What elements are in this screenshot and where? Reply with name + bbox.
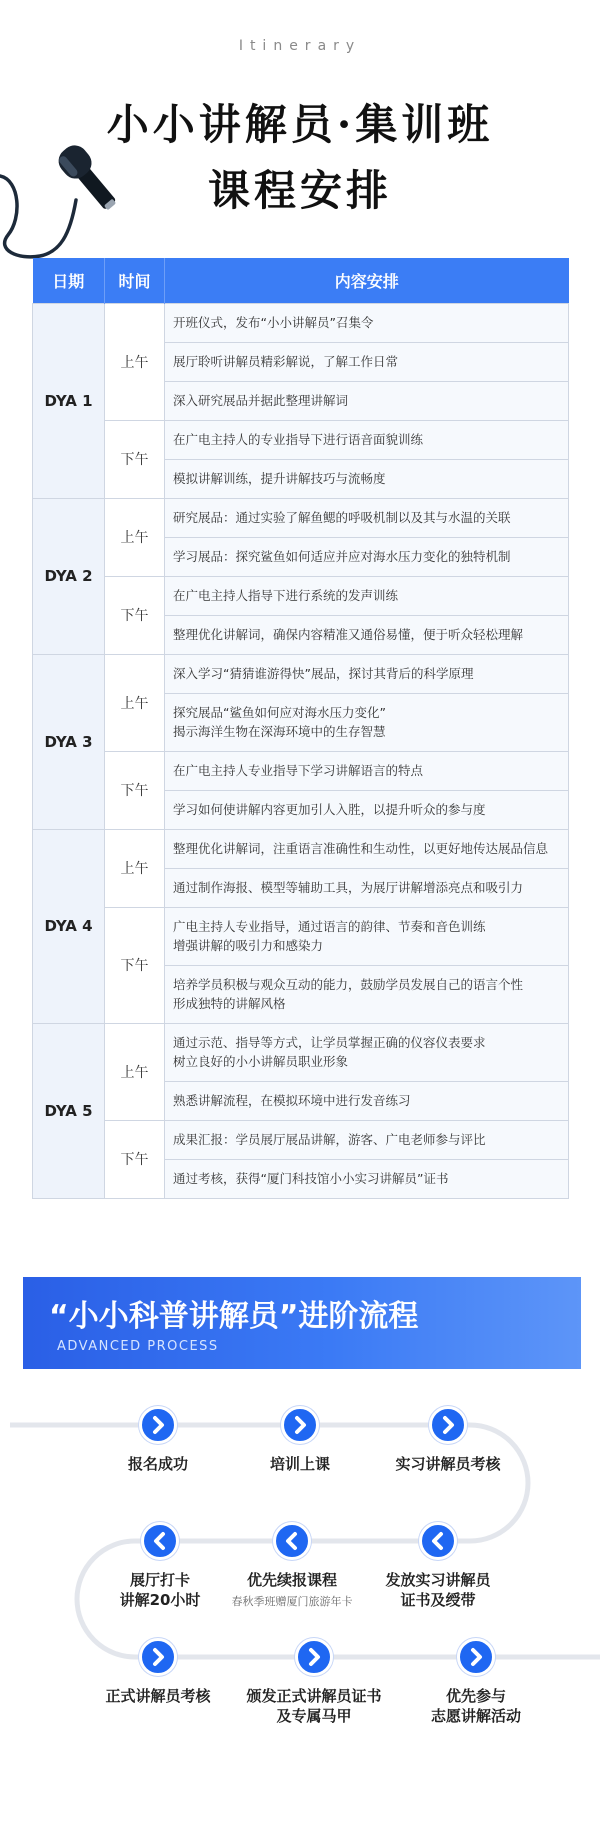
process-step-label: 展厅打卡 讲解20小时	[119, 1571, 201, 1609]
period-cell: 上午	[105, 654, 165, 751]
chevron-right-icon	[457, 1638, 495, 1676]
process-step-label: 优先参与 志愿讲解活动	[430, 1687, 521, 1725]
task-cell: 整理优化讲解词，确保内容精准又通俗易懂，便于听众轻松理解	[165, 615, 569, 654]
task-cell: 探究展品“鲨鱼如何应对海水压力变化” 揭示海洋生物在深海环境中的生存智慧	[165, 693, 569, 751]
process-step-label: 颁发正式讲解员证书 及专属马甲	[246, 1687, 382, 1725]
period-cell: 下午	[105, 751, 165, 829]
chevron-right-icon	[139, 1638, 177, 1676]
task-cell: 深入学习“猜猜谁游得快”展品，探讨其背后的科学原理	[165, 654, 569, 693]
task-cell: 学习展品：探究鲨鱼如何适应并应对海水压力变化的独特机制	[165, 537, 569, 576]
task-cell: 通过考核，获得“厦门科技馆小小实习讲解员”证书	[165, 1159, 569, 1198]
task-cell: 成果汇报：学员展厅展品讲解，游客、广电老师参与评比	[165, 1120, 569, 1159]
task-cell: 展厅聆听讲解员精彩解说，了解工作日常	[165, 342, 569, 381]
page-subtitle: 课程安排	[207, 166, 392, 215]
process-step-label: 培训上课	[269, 1455, 330, 1473]
period-cell: 上午	[105, 498, 165, 576]
period-cell: 下午	[105, 420, 165, 498]
chevron-right-icon	[429, 1406, 467, 1444]
task-cell: 在广电主持人的专业指导下进行语音面貌训练	[165, 420, 569, 459]
process-title: “小小科普讲解员”进阶流程	[49, 1299, 419, 1334]
process-step-label: 优先续报课程	[246, 1571, 337, 1589]
header-date: 日期	[33, 258, 105, 303]
chevron-right-icon	[295, 1638, 333, 1676]
page-title: 小小讲解员·集训班	[106, 100, 494, 149]
chevron-right-icon	[281, 1406, 319, 1444]
period-cell: 上午	[105, 1023, 165, 1120]
process-step-label: 正式讲解员考核	[105, 1687, 211, 1705]
day-cell: DYA 3	[33, 654, 105, 829]
chevron-left-icon	[141, 1522, 179, 1560]
period-cell: 上午	[105, 829, 165, 907]
header-time: 时间	[105, 258, 165, 303]
task-cell: 整理优化讲解词，注重语言准确性和生动性，以更好地传达展品信息	[165, 829, 569, 868]
task-cell: 模拟讲解训练，提升讲解技巧与流畅度	[165, 459, 569, 498]
process-step-label: 报名成功	[127, 1455, 188, 1473]
period-cell: 下午	[105, 576, 165, 654]
task-cell: 学习如何使讲解内容更加引人入胜，以提升听众的参与度	[165, 790, 569, 829]
task-cell: 通过示范、指导等方式，让学员掌握正确的仪容仪表要求 树立良好的小小讲解员职业形象	[165, 1023, 569, 1081]
day-cell: DYA 2	[33, 498, 105, 654]
day-cell: DYA 1	[33, 303, 105, 498]
task-cell: 在广电主持人专业指导下学习讲解语言的特点	[165, 751, 569, 790]
task-cell: 研究展品：通过实验了解鱼鳃的呼吸机制以及其与水温的关联	[165, 498, 569, 537]
period-cell: 上午	[105, 303, 165, 420]
process-step-label: 实习讲解员考核	[395, 1455, 501, 1473]
chevron-right-icon	[139, 1406, 177, 1444]
header-content: 内容安排	[165, 258, 569, 303]
chevron-left-icon	[419, 1522, 457, 1560]
task-cell: 开班仪式，发布“小小讲解员”召集令	[165, 303, 569, 342]
task-cell: 广电主持人专业指导，通过语言的韵律、节奏和音色训练 增强讲解的吸引力和感染力	[165, 907, 569, 965]
task-cell: 通过制作海报、模型等辅助工具，为展厅讲解增添亮点和吸引力	[165, 868, 569, 907]
task-cell: 培养学员积极与观众互动的能力，鼓励学员发展自己的语言个性 形成独特的讲解风格	[165, 965, 569, 1023]
chevron-left-icon	[273, 1522, 311, 1560]
task-cell: 熟悉讲解流程，在模拟环境中进行发音练习	[165, 1081, 569, 1120]
eyebrow-text: Itinerary	[238, 38, 362, 54]
task-cell: 在广电主持人指导下进行系统的发声训练	[165, 576, 569, 615]
period-cell: 下午	[105, 907, 165, 1023]
process-subtitle: ADVANCED PROCESS	[57, 1339, 219, 1354]
process-step-label: 发放实习讲解员 证书及绶带	[385, 1571, 491, 1609]
process-step-note: 春秋季班赠厦门旅游年卡	[231, 1595, 353, 1608]
task-cell: 深入研究展品并据此整理讲解词	[165, 381, 569, 420]
period-cell: 下午	[105, 1120, 165, 1198]
day-cell: DYA 4	[33, 829, 105, 1023]
day-cell: DYA 5	[33, 1023, 105, 1198]
